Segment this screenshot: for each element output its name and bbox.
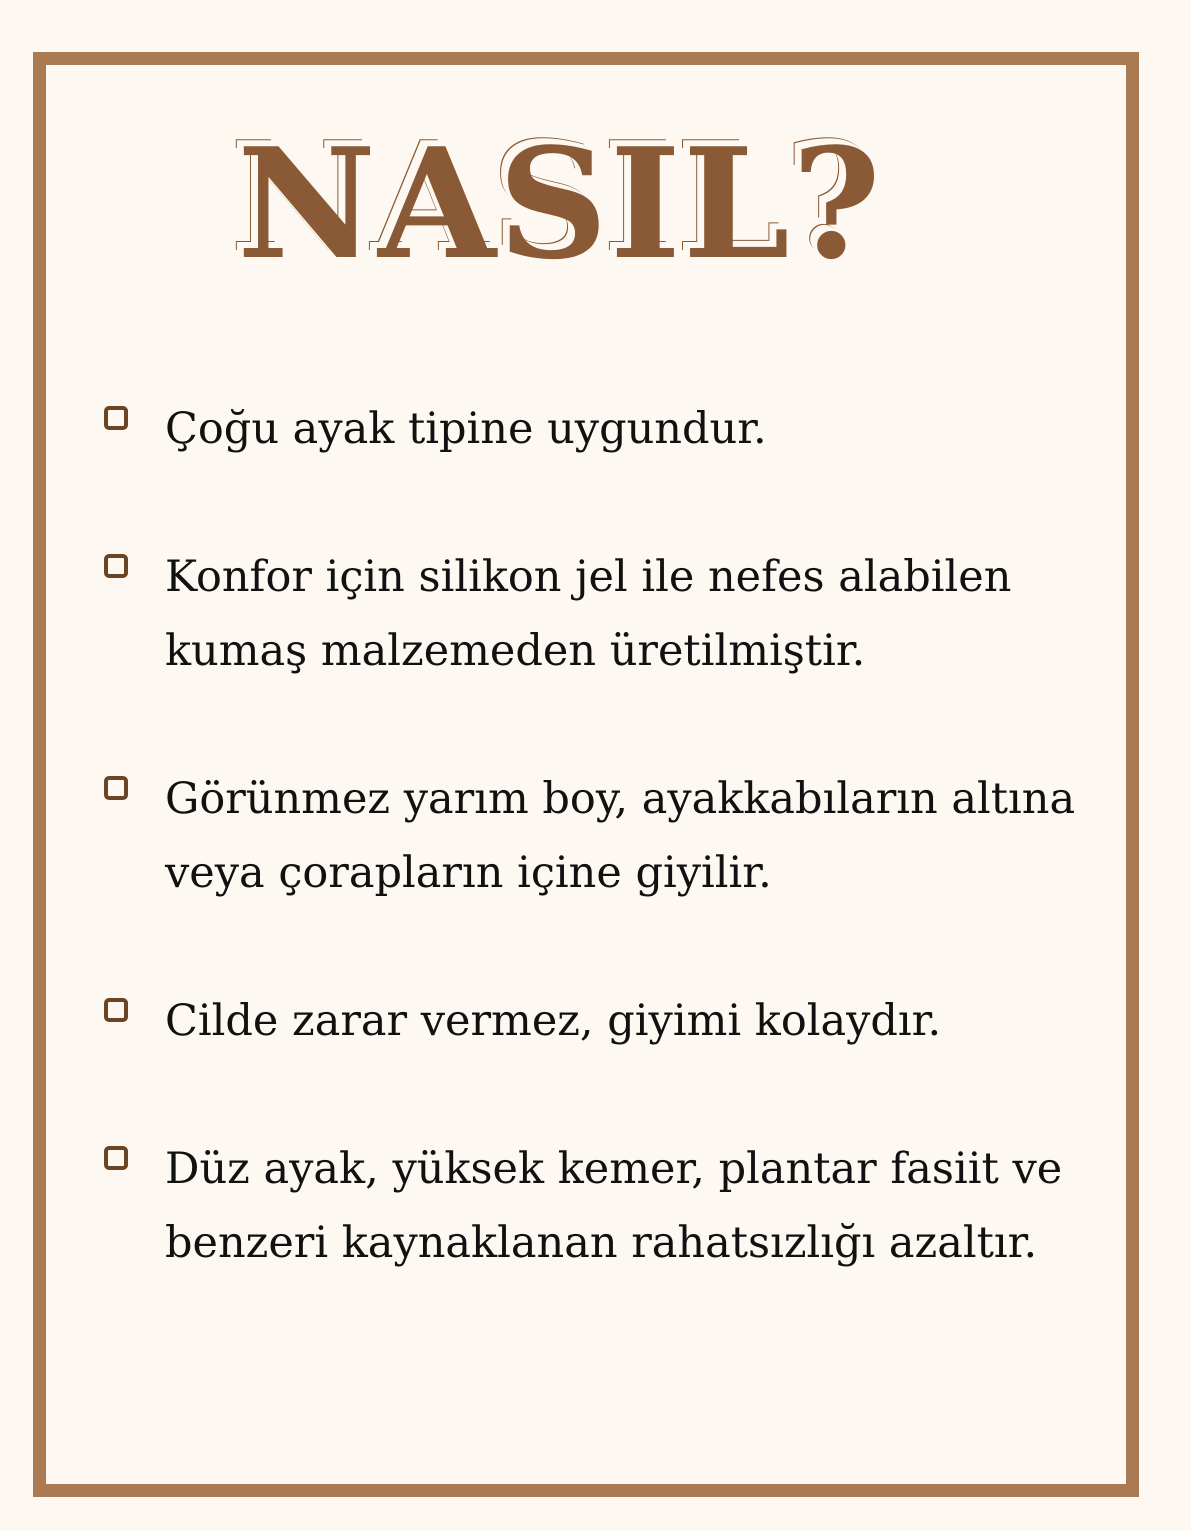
title-container — [0, 114, 1120, 293]
checkbox-icon — [104, 776, 128, 800]
list-item — [104, 984, 1114, 1058]
list-item — [104, 762, 1114, 910]
list-item-text: Görünmez yarım boy, ayakkabıların altına veya çorapların içine giyilir. — [165, 774, 1076, 898]
list-item-text: Konfor için silikon jel ile nefes alabilen kumaş malzemeden üretilmiştir. — [165, 552, 1012, 676]
list-item-text: Çoğu ayak tipine uygundur. — [165, 404, 767, 454]
list-item-text: Cilde zarar vermez, giyimi kolaydır. — [165, 996, 942, 1046]
list-item — [104, 392, 1114, 466]
page-title: NASIL? — [237, 114, 883, 293]
list-item — [104, 540, 1114, 688]
checkbox-icon — [104, 998, 128, 1022]
checkbox-icon — [104, 1146, 128, 1170]
list-item — [104, 1132, 1114, 1280]
checkbox-icon — [104, 406, 128, 430]
list-item-text: Düz ayak, yüksek kemer, plantar fasiit ve benzeri kaynaklanan rahatsızlığı azaltır. — [165, 1144, 1063, 1268]
feature-list — [104, 392, 1114, 1280]
checkbox-icon — [104, 554, 128, 578]
